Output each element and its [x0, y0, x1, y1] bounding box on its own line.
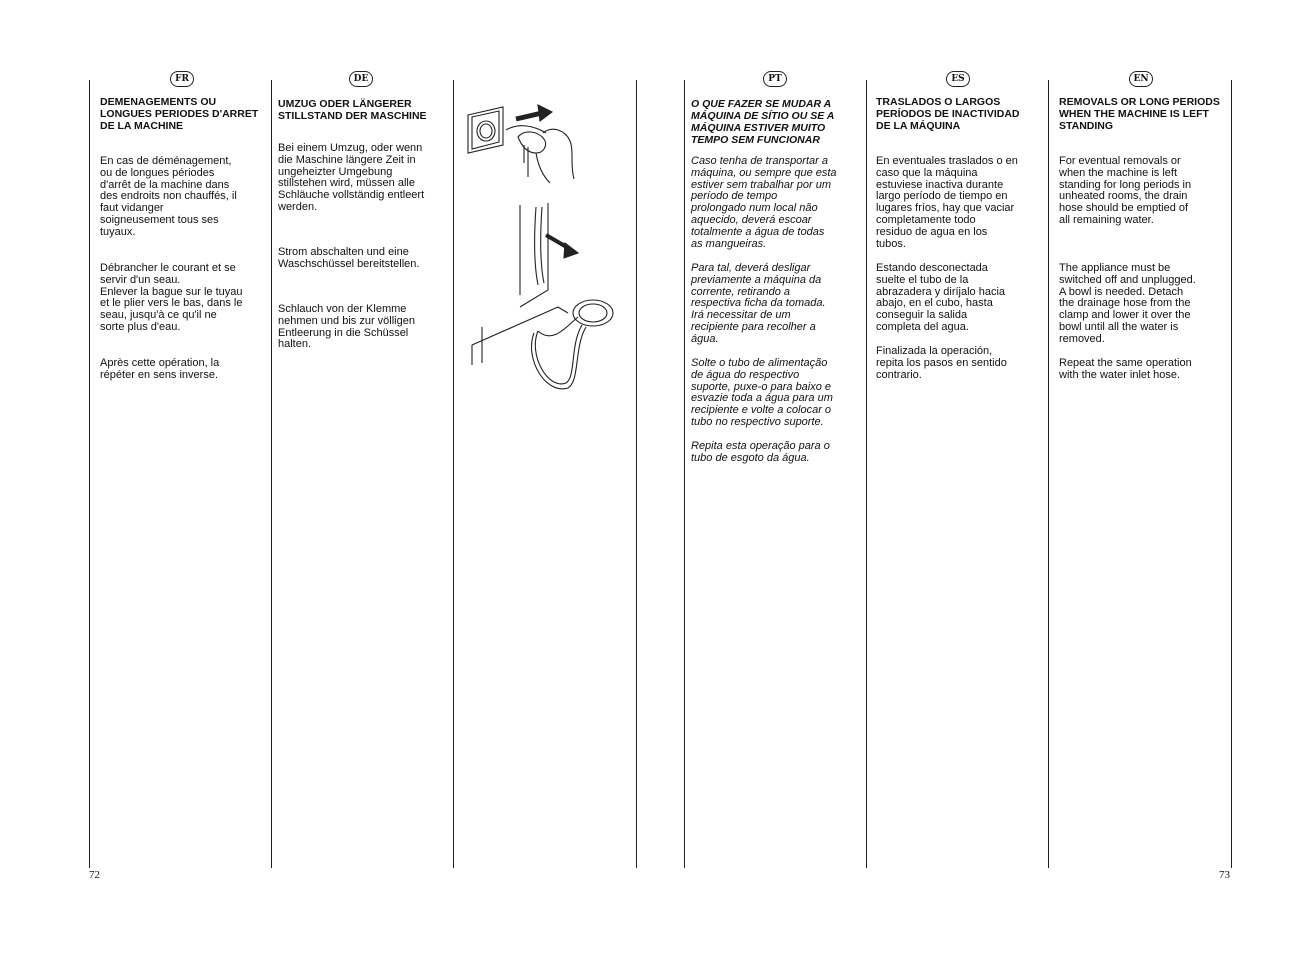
paragraph-en-2: The appliance must be switched off and unplugged. A bowl is needed. Detach the drainage hose from the clamp and lower it over the bowl until all the water is removed. — [1059, 262, 1196, 345]
column-rule — [866, 80, 867, 868]
section-heading-fr: DEMENAGEMENTS OU LONGUES PERIODES D'ARRET DE LA MACHINE — [100, 96, 259, 132]
paragraph-de-1: Bei einem Umzug, oder wenn die Maschine längere Zeit in ungeheizter Umgebung stillstehen wird, müssen alle Schläuche vollständig entleert werden. — [278, 142, 425, 213]
paragraph-es-2: Estando desconectada suelte el tubo de la abrazadera y diríjalo hacia abajo, en el cubo, hasta conseguir la salida completa del agua. — [876, 262, 1006, 333]
paragraph-es-3: Finalizada la operación, repita los pasos en sentido contrario. — [876, 345, 1007, 381]
paragraph-de-3: Schlauch von der Klemme nehmen und bis zur völligen Entleerung in die Schüssel halten. — [278, 303, 415, 351]
language-badge-fr: FR — [170, 71, 194, 87]
section-heading-de: UMZUG ODER LÄNGERER STILLSTAND DER MASCHINE — [278, 98, 427, 122]
paragraph-fr-3: Après cette opération, la répéter en sens inverse. — [100, 357, 220, 381]
section-heading-pt: O QUE FAZER SE MUDAR A MÁQUINA DE SÍTIO OU SE A MÁQUINA ESTIVER MUITO TEMPO SEM FUNCIONAR — [691, 98, 835, 146]
section-heading-es: TRASLADOS O LARGOS PERÍODOS DE INACTIVIDAD DE LA MÁQUINA — [876, 96, 1020, 132]
page-number-left: 72 — [89, 869, 100, 881]
column-rule — [684, 80, 685, 868]
paragraph-en-3: Repeat the same operation with the water inlet hose. — [1059, 357, 1192, 381]
language-badge-pt: PT — [763, 71, 787, 87]
column-rule — [89, 80, 90, 868]
column-rule — [271, 80, 272, 868]
paragraph-pt-2: Para tal, deverá desligar previamente a máquina da corrente, retirando a respectiva ficha da tomada. Irá necessitar de um recipiente para recolher a água. — [691, 262, 826, 345]
page-number-right: 73 — [1219, 869, 1230, 881]
paragraph-de-2: Strom abschalten und eine Waschschüssel bereitstellen. — [278, 246, 420, 270]
paragraph-fr-1: En cas de déménagement, ou de longues périodes d'arrêt de la machine dans des endroits non chauffés, il faut vidanger soigneusement tous ses tuyaux. — [100, 155, 237, 238]
paragraph-en-1: For eventual removals or when the machine is left standing for long periods in unheated rooms, the drain hose should be emptied of all remaining water. — [1059, 155, 1192, 226]
language-badge-de: DE — [349, 71, 373, 87]
paragraph-pt-1: Caso tenha de transportar a máquina, ou sempre que esta estiver sem trabalhar por um período de tempo prolongado num local não aquecido, deverá escoar totalmente a água de todas as mangueiras. — [691, 155, 837, 250]
column-rule — [636, 80, 637, 868]
language-badge-es: ES — [946, 71, 970, 87]
column-rule — [1048, 80, 1049, 868]
drain-hose-illustration — [458, 95, 633, 395]
column-rule — [1231, 80, 1232, 868]
column-rule — [453, 80, 454, 868]
language-badge-en: EN — [1129, 71, 1153, 87]
section-heading-en: REMOVALS OR LONG PERIODS WHEN THE MACHINE IS LEFT STANDING — [1059, 96, 1220, 132]
paragraph-pt-3: Solte o tubo de alimentação de água do respectivo suporte, puxe-o para baixo e esvazie toda a água para um recipiente e volte a colocar o tubo no respectivo suporte. — [691, 357, 833, 428]
paragraph-pt-4: Repita esta operação para o tubo de esgoto da água. — [691, 440, 830, 464]
paragraph-fr-2: Débrancher le courant et se servir d'un seau. Enlever la bague sur le tuyau et le plier vers le bas, dans le seau, jusqu'à ce qu'il ne sorte plus d'eau. — [100, 262, 243, 333]
paragraph-es-1: En eventuales traslados o en caso que la máquina estuviese inactiva durante largo período de tiempo en lugares fríos, hay que vaciar completamente todo residuo de agua en los tubos. — [876, 155, 1018, 250]
